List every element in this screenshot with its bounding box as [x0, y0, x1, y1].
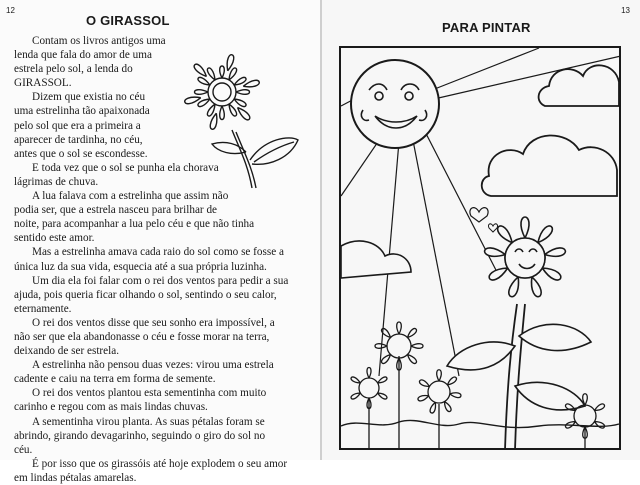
story-line: eternamente. — [14, 302, 72, 315]
story-line: O rei dos ventos plantou esta sementinha com muito — [32, 387, 267, 400]
story-line: Dizem que existia no céu — [32, 91, 146, 104]
story-line: A estrelinha não pensou duas vezes: virou uma estrela — [32, 359, 274, 372]
story-line: noite, para acompanhar a lua pelo céu e que não tinha — [14, 218, 255, 231]
story-line: ajuda, pois queria ficar olhando o sol, sentindo o seu calor, — [14, 288, 277, 301]
story-paragraph — [14, 316, 314, 358]
page-number-right: 13 — [621, 6, 630, 15]
story-line: A lua falava com a estrelinha que assim não — [32, 190, 229, 203]
story-line: Mas a estrelinha amava cada raio do sol como se fosse a — [32, 246, 284, 259]
story-paragraph — [14, 245, 314, 273]
story-line: podia ser, que a estrela nasceu para brilhar de — [14, 204, 218, 217]
story-paragraph — [14, 189, 314, 245]
story-line: A sementinha virou planta. As suas pétalas foram se — [32, 415, 265, 428]
coloring-title: PARA PINTAR — [442, 20, 531, 35]
story-paragraph — [14, 386, 314, 414]
story-paragraph — [14, 415, 314, 457]
story-line: cadente e caiu na terra em forma de semente. — [14, 373, 216, 386]
story-paragraph — [14, 274, 314, 316]
story-line: lágrimas de chuva. — [14, 175, 99, 188]
coloring-illustration-icon — [339, 46, 621, 450]
story-line: uma estrelinha tão apaixonada — [14, 105, 150, 118]
story-line: aparecer de tardinha, no céu, — [14, 133, 143, 146]
story-paragraph — [14, 358, 314, 386]
sunflower-drawing-icon — [170, 40, 310, 190]
story-line: GIRASSOL. — [14, 77, 72, 90]
story-line: deixando de ser estrela. — [14, 345, 119, 358]
story-line: lenda que fala do amor de uma — [14, 49, 152, 62]
book-gutter — [320, 0, 322, 460]
story-line: carinho e regou com as mais lindas chuvas. — [14, 401, 208, 414]
story-line: estrela pelo sol, a lenda do — [14, 63, 133, 76]
story-line: única luz da sua vida, esquecia até a sua própria luzinha. — [14, 260, 267, 273]
story-line: não ser que ela abandonasse o céu e fosse morar na terra, — [14, 330, 270, 343]
story-line: Contam os livros antigos uma — [32, 35, 166, 47]
story-line: pelo sol que era a primeira a — [14, 119, 141, 132]
story-paragraph — [14, 457, 314, 485]
story-line: Um dia ela foi falar com o rei dos ventos para pedir a sua — [32, 274, 289, 287]
story-line: em lindas pétalas amarelas. — [14, 471, 137, 484]
story-line: É por isso que os girassóis até hoje explodem o seu amor — [32, 457, 288, 470]
page-number-left: 12 — [6, 6, 15, 15]
story-line: céu. — [14, 443, 33, 456]
story-line: O rei dos ventos disse que seu sonho era impossível, a — [32, 316, 275, 329]
story-title: O GIRASSOL — [86, 13, 170, 28]
story-line: antes que o sol se escondesse. — [14, 147, 148, 160]
story-line: sentido este amor. — [14, 232, 95, 245]
story-line: abrindo, girando devagarinho, seguindo o giro do sol no — [14, 429, 266, 442]
story-line: E toda vez que o sol se punha ela chorava — [32, 161, 219, 174]
